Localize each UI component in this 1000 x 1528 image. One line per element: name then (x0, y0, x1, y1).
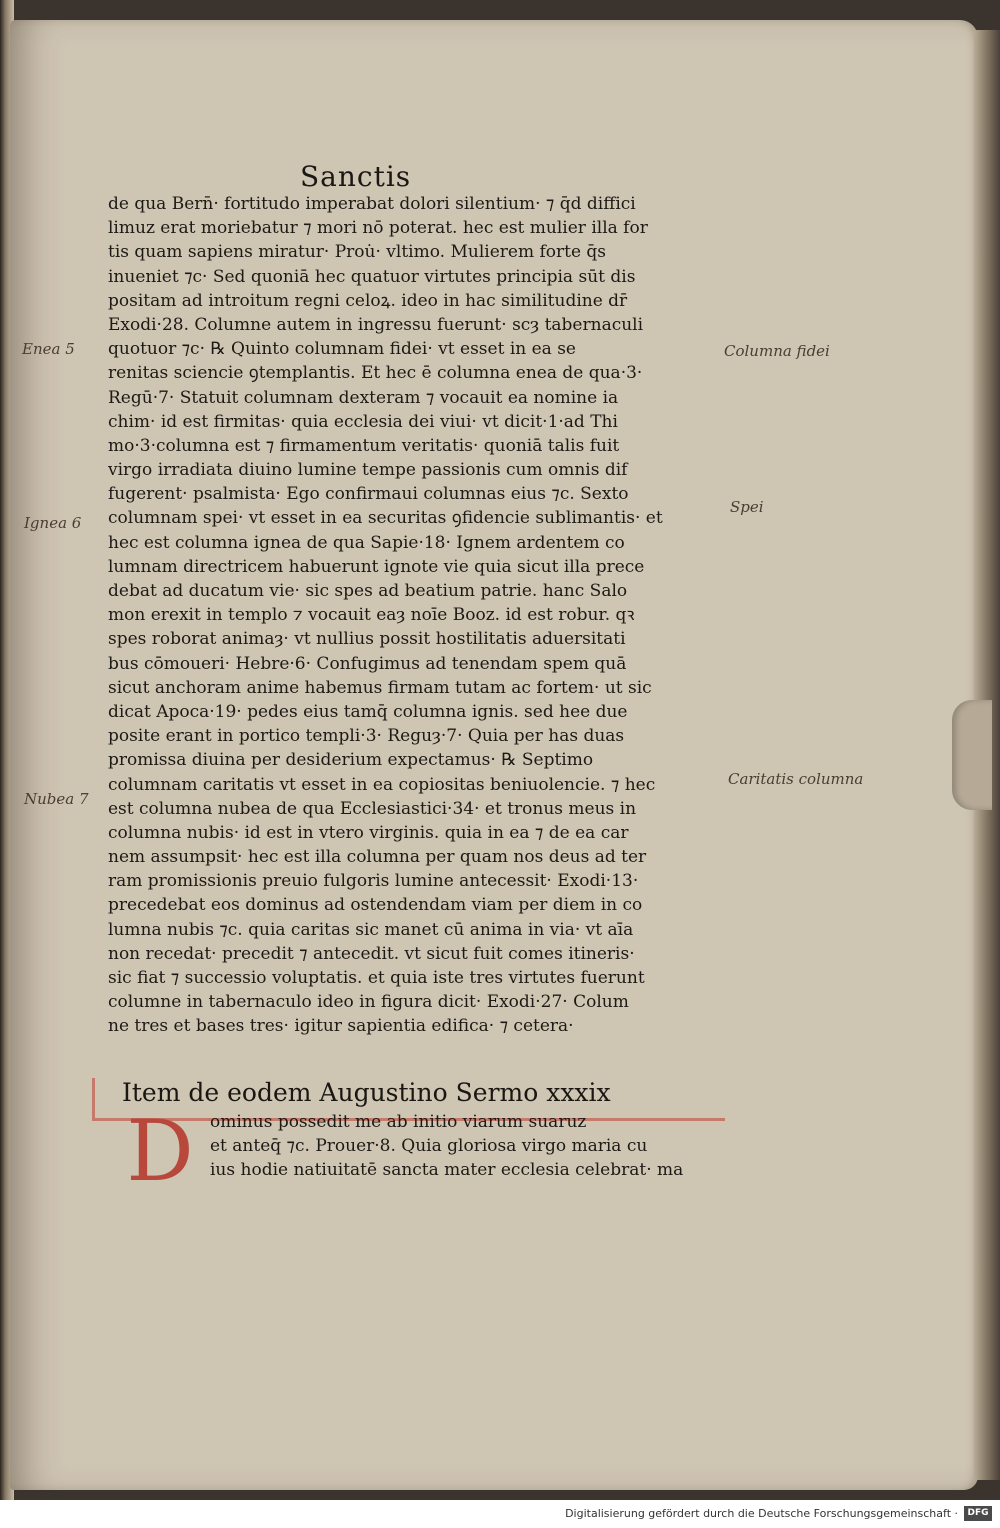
text-line: nem assumpsit· hec est illa columna per quam nos deus ad ter (108, 847, 647, 868)
marginal-note-spei: Spei (730, 498, 764, 516)
text-line: debat ad ducatum vie· sic spes ad beatium patrie. hanc Salo (108, 581, 628, 601)
text-line: lumna nubis ⁊c. quia caritas sic manet cū anima in via· vt aīa (108, 919, 634, 940)
text-line: non recedat· precedit ⁊ antecedit. vt sicut fuit comes itineris· (108, 943, 635, 964)
text-line: ram promissionis preuio fulgoris lumine antecessit· Exodi·13· (108, 871, 639, 892)
marginal-note-columna-fidei: Columna fidei (724, 342, 830, 360)
marginal-note-caritatis: Caritatis columna (728, 770, 864, 788)
text-line: mo·3·columna est ⁊ firmamentum veritatis· quoniā talis fuit (108, 435, 620, 456)
page-tab (952, 700, 992, 810)
text-line: tis quam sapiens miratur· Prou̇· vltimo. Mulierem forte q̄s (108, 242, 607, 263)
marginal-note-enea: Enea 5 (22, 340, 75, 358)
initial-text (210, 1110, 750, 1183)
text-line: ominus possedit me ab initio viarum suaruz (210, 1112, 587, 1132)
text-line: posite erant in portico templi·3· Reguȝ·7· Quia per has duas (108, 726, 625, 747)
text-line: lumnam directricem habuerunt ignote vie quia sicut illa prece (108, 556, 645, 577)
text-line: ius hodie natiuitatē sancta mater ecclesia celebrat· ma (210, 1160, 684, 1181)
text-line: limuz erat moriebatur ⁊ mori nō poterat. hec est mulier illa for (108, 218, 648, 239)
running-head: Sanctis (300, 160, 412, 193)
decorated-initial: D (126, 1102, 194, 1200)
text-line: ne tres et bases tres· igitur sapientia edifica· ⁊ cetera· (108, 1016, 574, 1037)
text-line: columna nubis· id est in vtero virginis. quia in ea ⁊ de ea car (108, 822, 629, 843)
text-line: sicut anchoram anime habemus firmam tutam ac fortem· ut sic (108, 677, 652, 698)
footer-credit: Digitalisierung gefördert durch die Deutsche Forschungsgemeinschaft · (565, 1507, 958, 1520)
text-line: fugerent· psalmista· Ego confirmaui columnas eius ⁊c. Sexto (108, 484, 629, 505)
text-line: sic fiat ⁊ successio voluptatis. et quia iste tres virtutes fuerunt (108, 968, 645, 988)
text-line: quotuor ⁊c· ℞ Quinto columnam fidei· vt esset in ea se (108, 339, 576, 360)
text-line: mon erexit in templo ⁊ vocauit eaȝ noīe Booz. id est robur. qꝛ (108, 605, 635, 626)
marginal-note-ignea: Ignea 6 (24, 514, 82, 532)
text-line: promissa diuina per desiderium expectamus· ℞ Septimo (108, 750, 594, 771)
text-line: columnam spei· vt esset in ea securitas ꝯfidencie sublimantis· et (108, 508, 663, 529)
marginal-note-nubea: Nubea 7 (24, 790, 89, 808)
text-line: columnam caritatis vt esset in ea copiositas beniuolencie. ⁊ hec (108, 774, 656, 795)
text-line: spes roborat animaȝ· vt nullius possit hostilitatis aduersitati (108, 629, 626, 650)
text-line: Exodi·28. Columne autem in ingressu fuerunt· scȝ tabernaculi (108, 314, 644, 335)
text-line: et anteq̄ ⁊c. Prouer·8. Quia gloriosa virgo maria cu (210, 1136, 648, 1157)
text-line: Regū·7· Statuit columnam dexteram ⁊ vocauit ea nomine ia (108, 387, 619, 408)
text-line: virgo irradiata diuino lumine tempe passionis cum omnis dif (108, 460, 628, 481)
text-line: renitas sciencie ꝯtemplantis. Et hec ē columna enea de qua·3· (108, 363, 643, 384)
text-line: columne in tabernaculo ideo in figura dicit· Exodi·27· Colum (108, 992, 629, 1013)
main-text (108, 192, 728, 1039)
footer-bar (0, 1500, 1000, 1528)
text-line: est columna nubea de qua Ecclesiastici·34· et tronus meus in (108, 798, 637, 819)
text-line: dicat Apoca·19· pedes eius tamq̄ columna ignis. sed hee due (108, 701, 628, 722)
dfg-logo: DFG (964, 1506, 992, 1521)
text-line: bus cōmoueri· Hebre·6· Confugimus ad tenendam spem quā (108, 653, 627, 674)
text-line: positam ad introitum regni celoꝝ. ideo in hac similitudine dr̄ (108, 290, 628, 311)
text-line: de qua Bern̄· fortitudo imperabat dolori silentium· ⁊ q̄d diffici (108, 194, 636, 214)
text-line: hec est columna ignea de qua Sapie·18· Ignem ardentem co (108, 532, 625, 553)
section-heading: Item de eodem Augustino Sermo xxxix (122, 1078, 611, 1107)
text-line: inueniet ⁊c· Sed quoniā hec quatuor virtutes principia sūt dis (108, 266, 636, 287)
text-line: chim· id est firmitas· quia ecclesia dei viui· vt dicit·1·ad Thi (108, 411, 618, 432)
text-line: precedebat eos dominus ad ostendendam viam per diem in co (108, 895, 643, 916)
